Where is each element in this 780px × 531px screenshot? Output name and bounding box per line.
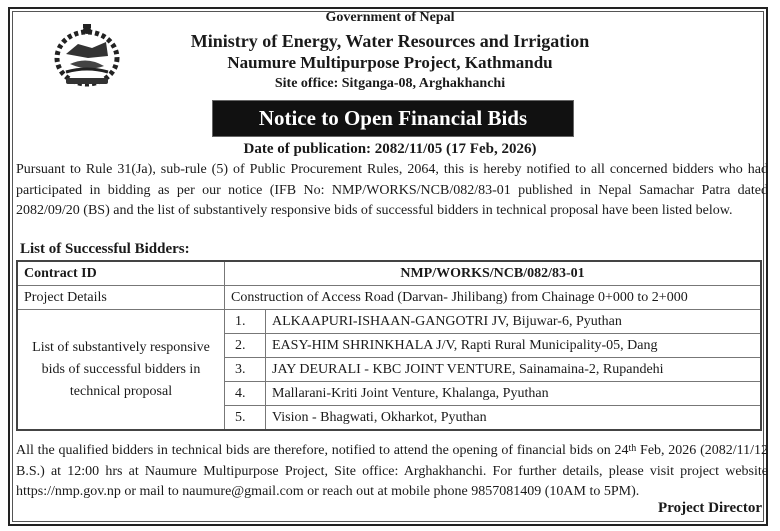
- bidder-number: 2.: [225, 334, 266, 358]
- notice-title: Notice to Open Financial Bids: [212, 100, 574, 137]
- project-heading: Naumure Multipurpose Project, Kathmandu: [227, 53, 553, 72]
- bidder-name: Vision - Bhagwati, Okharkot, Pyuthan: [266, 406, 762, 431]
- publication-date: Date of publication: 2082/11/05 (17 Feb, 2026): [243, 141, 537, 157]
- bidders-label: List of substantively responsive bids of successful bidders in technical proposal: [17, 310, 225, 431]
- bidders-table: [16, 260, 762, 431]
- site-office: Site office: Sitganga-08, Arghakhanchi: [274, 76, 506, 91]
- ministry-heading: Ministry of Energy, Water Resources and Irrigation: [190, 31, 590, 51]
- ordinal-suffix: th: [628, 443, 637, 454]
- outro-paragraph: [16, 441, 768, 503]
- table-row-contract-id: [17, 261, 761, 286]
- bidder-name: Mallarani-Kriti Joint Venture, Khalanga, Pyuthan: [266, 382, 762, 406]
- outro-part1: All the qualified bidders in technical bids are therefore, notified to attend the opening of financial bids on 24: [16, 443, 629, 458]
- bidder-name: EASY-HIM SHRINKHALA J/V, Rapti Rural Municipality-05, Dang: [266, 334, 762, 358]
- contract-id-label: Contract ID: [17, 261, 225, 286]
- contract-id-value: NMP/WORKS/NCB/082/83-01: [225, 261, 762, 286]
- bidder-name: JAY DEURALI - KBC JOINT VENTURE, Sainamaina-2, Rupandehi: [266, 358, 762, 382]
- bidder-name: ALKAAPURI-ISHAAN-GANGOTRI JV, Bijuwar-6, Pyuthan: [266, 310, 762, 334]
- outro-part2: Feb, 2026 (2082/11/12 B.S.) at 12:00 hrs at Naumure Multipurpose Project, Site office: Arghakhanchi. For further details, please visit project website https://nmp.gov.np or mail to naumure@gmail.com or reach out at mobile phone 9857081409 (10AM to 5PM).: [16, 443, 768, 499]
- project-details-value: Construction of Access Road (Darvan- Jhilibang) from Chainage 0+000 to 2+000: [225, 286, 762, 310]
- table-row: [17, 310, 761, 334]
- signoff: Project Director: [658, 500, 762, 516]
- bidder-number: 4.: [225, 382, 266, 406]
- bidder-number: 3.: [225, 358, 266, 382]
- intro-paragraph: Pursuant to Rule 31(Ja), sub-rule (5) of Public Procurement Rules, 2064, this is hereby notified to all concerned bidders who had participated in bidding as per our notice (IFB No: NMP/WORKS/NCB/082/83-01 published in Nepal Samachar Patra dated 2082/09/20 (BS) and the list of substantively responsive bids of successful bidders in technical proposal have been listed below.: [16, 162, 768, 218]
- project-details-label: Project Details: [17, 286, 225, 310]
- government-heading: Government of Nepal: [325, 10, 455, 25]
- bidder-number: 1.: [225, 310, 266, 334]
- list-title: List of Successful Bidders:: [20, 241, 190, 257]
- table-row-project-details: [17, 286, 761, 310]
- bidder-number: 5.: [225, 406, 266, 431]
